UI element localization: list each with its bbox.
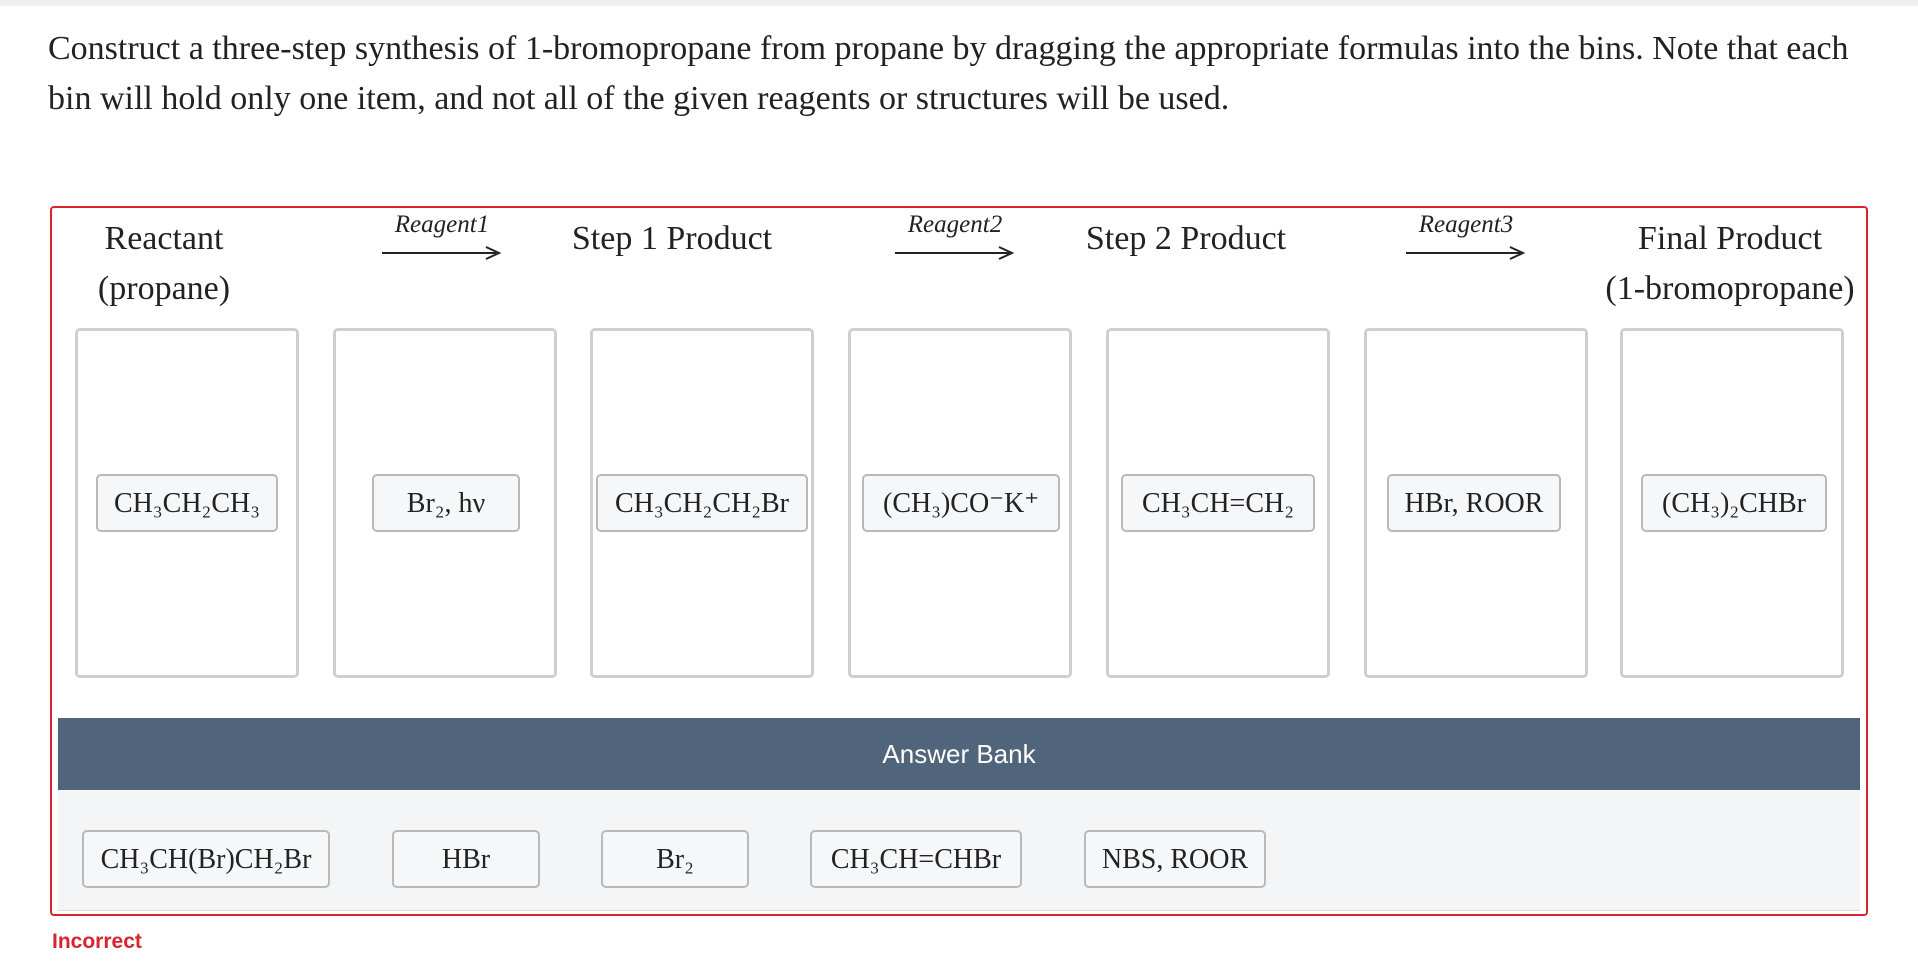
bin-step1-product[interactable] — [590, 328, 814, 678]
tile-step2-product[interactable]: CH₃CH=CH₂ — [1121, 474, 1315, 532]
status-message: Incorrect — [52, 930, 142, 953]
bank-item[interactable]: NBS, ROOR — [1084, 830, 1266, 888]
bin-final-product[interactable] — [1620, 328, 1844, 678]
bank-item[interactable]: Br₂ — [601, 830, 749, 888]
answer-bank-header: Answer Bank — [58, 718, 1860, 790]
arrow-icon — [1406, 246, 1526, 260]
bank-item[interactable]: HBr — [392, 830, 540, 888]
final-label: Final Product — [1637, 220, 1823, 257]
step1-header: Step 1 Product — [571, 220, 773, 257]
tile-reagent1[interactable]: Br₂, hν — [372, 474, 520, 532]
reactant-sublabel: (propane) — [97, 270, 231, 307]
top-strip — [0, 0, 1918, 6]
bank-item[interactable]: CH₃CH=CHBr — [810, 830, 1022, 888]
bin-step2-product[interactable] — [1106, 328, 1330, 678]
tile-reactant[interactable]: CH₃CH₂CH₃ — [96, 474, 278, 532]
reactant-label: Reactant — [104, 220, 224, 257]
reactant-header — [52, 214, 276, 314]
reagent1-header — [382, 210, 502, 260]
reagent3-label: Reagent3 — [1418, 211, 1514, 238]
bin-reactant[interactable] — [75, 328, 299, 678]
bank-item[interactable]: CH₃CH(Br)CH₂Br — [82, 830, 330, 888]
bin-reagent2[interactable] — [848, 328, 1072, 678]
reagent2-label: Reagent2 — [907, 211, 1003, 238]
synthesis-panel — [50, 206, 1868, 916]
bin-reagent3[interactable] — [1364, 328, 1588, 678]
tile-final-product[interactable]: (CH₃)₂CHBr — [1641, 474, 1827, 532]
reagent3-header — [1406, 210, 1526, 260]
bin-reagent1[interactable] — [333, 328, 557, 678]
final-sublabel: (1-bromopropane) — [1605, 270, 1855, 307]
reagent1-label: Reagent1 — [394, 211, 490, 238]
answer-bank[interactable] — [58, 790, 1860, 911]
arrow-icon — [382, 246, 502, 260]
arrow-icon — [895, 246, 1015, 260]
tile-step1-product[interactable]: CH₃CH₂CH₂Br — [596, 474, 808, 532]
tile-reagent2[interactable]: (CH₃)CO⁻K⁺ — [862, 474, 1060, 532]
question-text: Construct a three-step synthesis of 1-bromopropane from propane by dragging the appropriate formulas into the bins. Note that each bin will hold only one item, and not all of the given reagents or structures will be used. — [48, 30, 1849, 117]
reagent2-header — [895, 210, 1015, 260]
tile-reagent3[interactable]: HBr, ROOR — [1387, 474, 1561, 532]
step2-header: Step 2 Product — [1085, 220, 1287, 257]
final-header — [1590, 214, 1870, 314]
